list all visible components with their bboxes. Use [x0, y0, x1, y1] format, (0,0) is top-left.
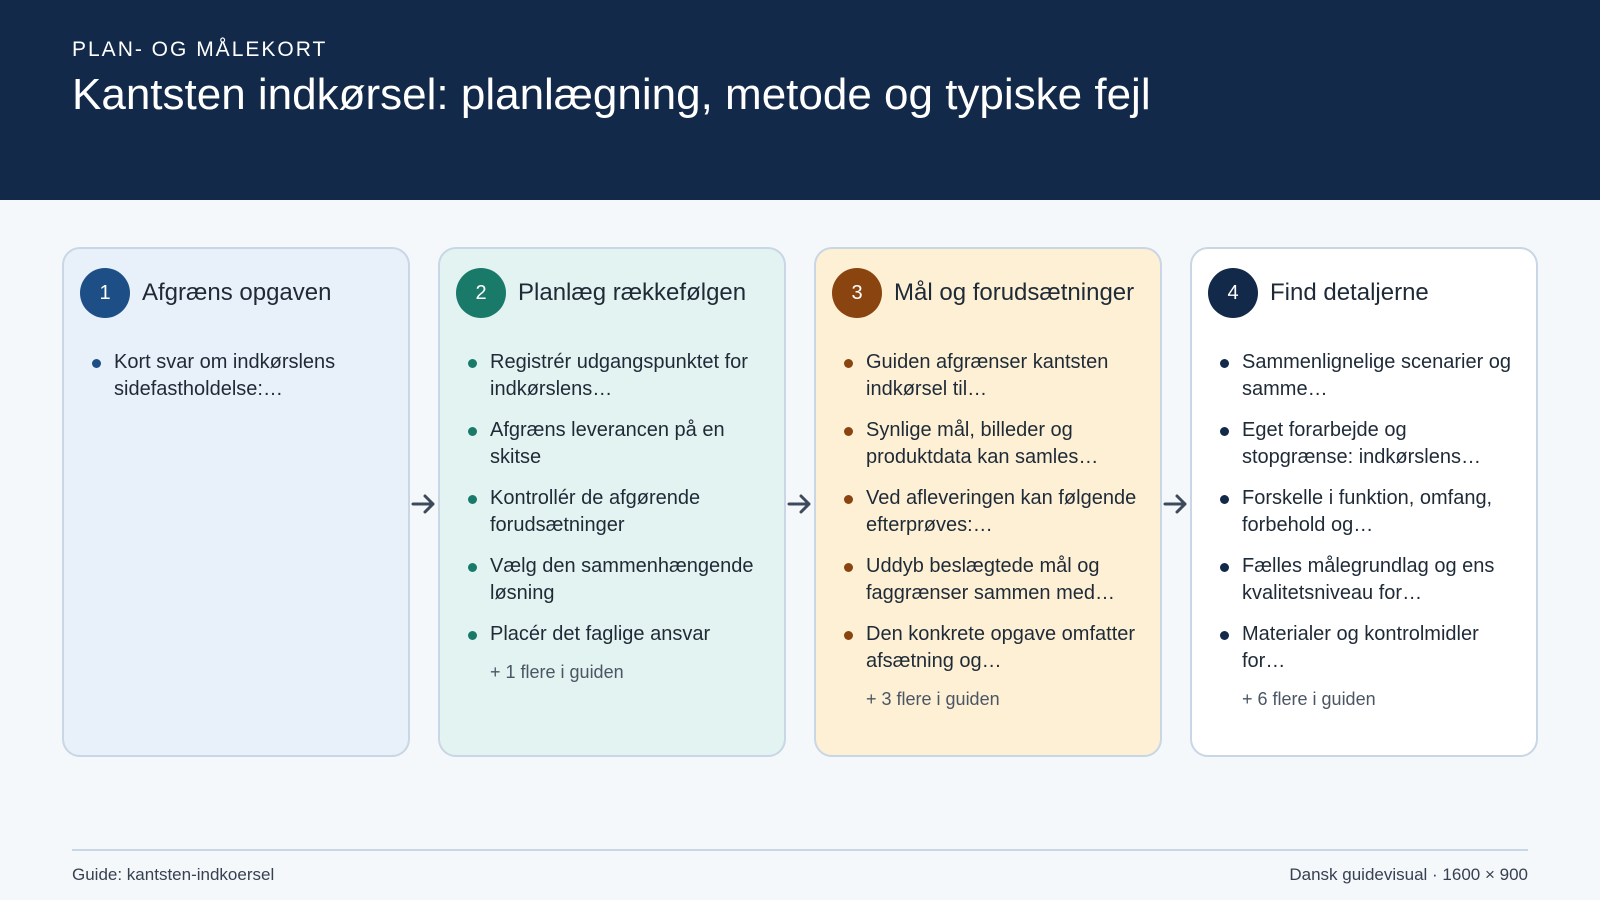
bullet-dot-icon	[844, 427, 853, 436]
step-title: Find detaljerne	[1270, 279, 1429, 306]
step-bullet-list	[1220, 349, 1520, 710]
page-title: Kantsten indkørsel: planlægning, metode og typiske fejl	[72, 70, 1151, 119]
bullet-item	[844, 349, 1144, 403]
step-card-1	[62, 247, 410, 757]
bullet-dot-icon	[844, 495, 853, 504]
step-number-badge: 2	[456, 268, 506, 318]
bullet-item	[468, 621, 768, 648]
step-bullet-list	[468, 349, 768, 683]
arrow-right-icon	[1162, 492, 1190, 516]
more-in-guide-link: + 1 flere i guiden	[490, 662, 624, 682]
bullet-text: Eget forarbejde og stopgrænse: indkørslens…	[1242, 419, 1481, 468]
step-card-4	[1190, 247, 1538, 757]
bullet-text: Kontrollér de afgørende forudsætninger	[490, 487, 701, 536]
bullet-item	[1220, 349, 1520, 403]
step-card-3	[814, 247, 1162, 757]
bullet-dot-icon	[844, 359, 853, 368]
bullet-text: Materialer og kontrolmidler for…	[1242, 623, 1479, 672]
bullet-text: Forskelle i funktion, omfang, forbehold og…	[1242, 487, 1493, 536]
bullet-item	[1220, 553, 1520, 607]
bullet-item	[468, 417, 768, 471]
arrow-right-icon	[410, 492, 438, 516]
footer-divider	[72, 849, 1528, 851]
bullet-dot-icon	[844, 631, 853, 640]
step-bullet-list	[92, 349, 392, 417]
bullet-item	[468, 553, 768, 607]
bullet-text: Den konkrete opgave omfatter afsætning og…	[866, 623, 1136, 672]
bullet-item	[1220, 485, 1520, 539]
footer-credit: Dansk guidevisual · 1600 × 900	[1289, 865, 1528, 884]
bullet-dot-icon	[1220, 563, 1229, 572]
step-card-2	[438, 247, 786, 757]
bullet-dot-icon	[1220, 359, 1229, 368]
bullet-dot-icon	[92, 359, 101, 368]
step-number-badge: 4	[1208, 268, 1258, 318]
bullet-dot-icon	[844, 563, 853, 572]
bullet-item	[844, 621, 1144, 675]
bullet-item	[468, 485, 768, 539]
bullet-text: Guiden afgrænser kantsten indkørsel til…	[866, 351, 1109, 400]
bullet-dot-icon	[468, 563, 477, 572]
bullet-text: Kort svar om indkørslens sidefastholdelse:…	[114, 351, 336, 400]
bullet-text: Vælg den sammenhængende løsning	[490, 555, 754, 604]
bullet-text: Sammenlignelige scenarier og samme…	[1242, 351, 1512, 400]
bullet-item	[1220, 417, 1520, 471]
bullet-text: Uddyb beslægtede mål og faggrænser sammen med…	[866, 555, 1115, 604]
more-in-guide-link: + 6 flere i guiden	[1242, 689, 1376, 709]
bullet-dot-icon	[468, 427, 477, 436]
bullet-text: Synlige mål, billeder og produktdata kan samles…	[866, 419, 1099, 468]
bullet-item	[844, 417, 1144, 471]
bullet-text: Registrér udgangspunktet for indkørslens…	[490, 351, 748, 400]
eyebrow-label: PLAN- OG MÅLEKORT	[72, 38, 328, 61]
bullet-dot-icon	[1220, 495, 1229, 504]
bullet-text: Afgræns leverancen på en skitse	[490, 419, 725, 468]
more-in-guide-link: + 3 flere i guiden	[866, 689, 1000, 709]
footer-guide-label: Guide: kantsten-indkoersel	[72, 865, 275, 884]
step-bullet-list	[844, 349, 1144, 710]
bullet-dot-icon	[468, 631, 477, 640]
bullet-text: Placér det faglige ansvar	[490, 623, 711, 645]
step-title: Afgræns opgaven	[142, 279, 332, 306]
step-number-badge: 3	[832, 268, 882, 318]
header-banner	[0, 0, 1600, 200]
bullet-text: Ved afleveringen kan følgende efterprøves:…	[866, 487, 1137, 536]
step-title: Planlæg rækkefølgen	[518, 279, 747, 306]
bullet-item	[1220, 621, 1520, 675]
bullet-text: Fælles målegrundlag og ens kvalitetsniveau for…	[1242, 555, 1495, 604]
bullet-dot-icon	[468, 495, 477, 504]
step-title: Mål og forudsætninger	[894, 279, 1135, 306]
bullet-item	[844, 485, 1144, 539]
bullet-dot-icon	[1220, 631, 1229, 640]
arrow-right-icon	[786, 492, 814, 516]
bullet-dot-icon	[1220, 427, 1229, 436]
bullet-item	[92, 349, 392, 403]
bullet-dot-icon	[468, 359, 477, 368]
bullet-item	[468, 349, 768, 403]
bullet-item	[844, 553, 1144, 607]
step-number-badge: 1	[80, 268, 130, 318]
